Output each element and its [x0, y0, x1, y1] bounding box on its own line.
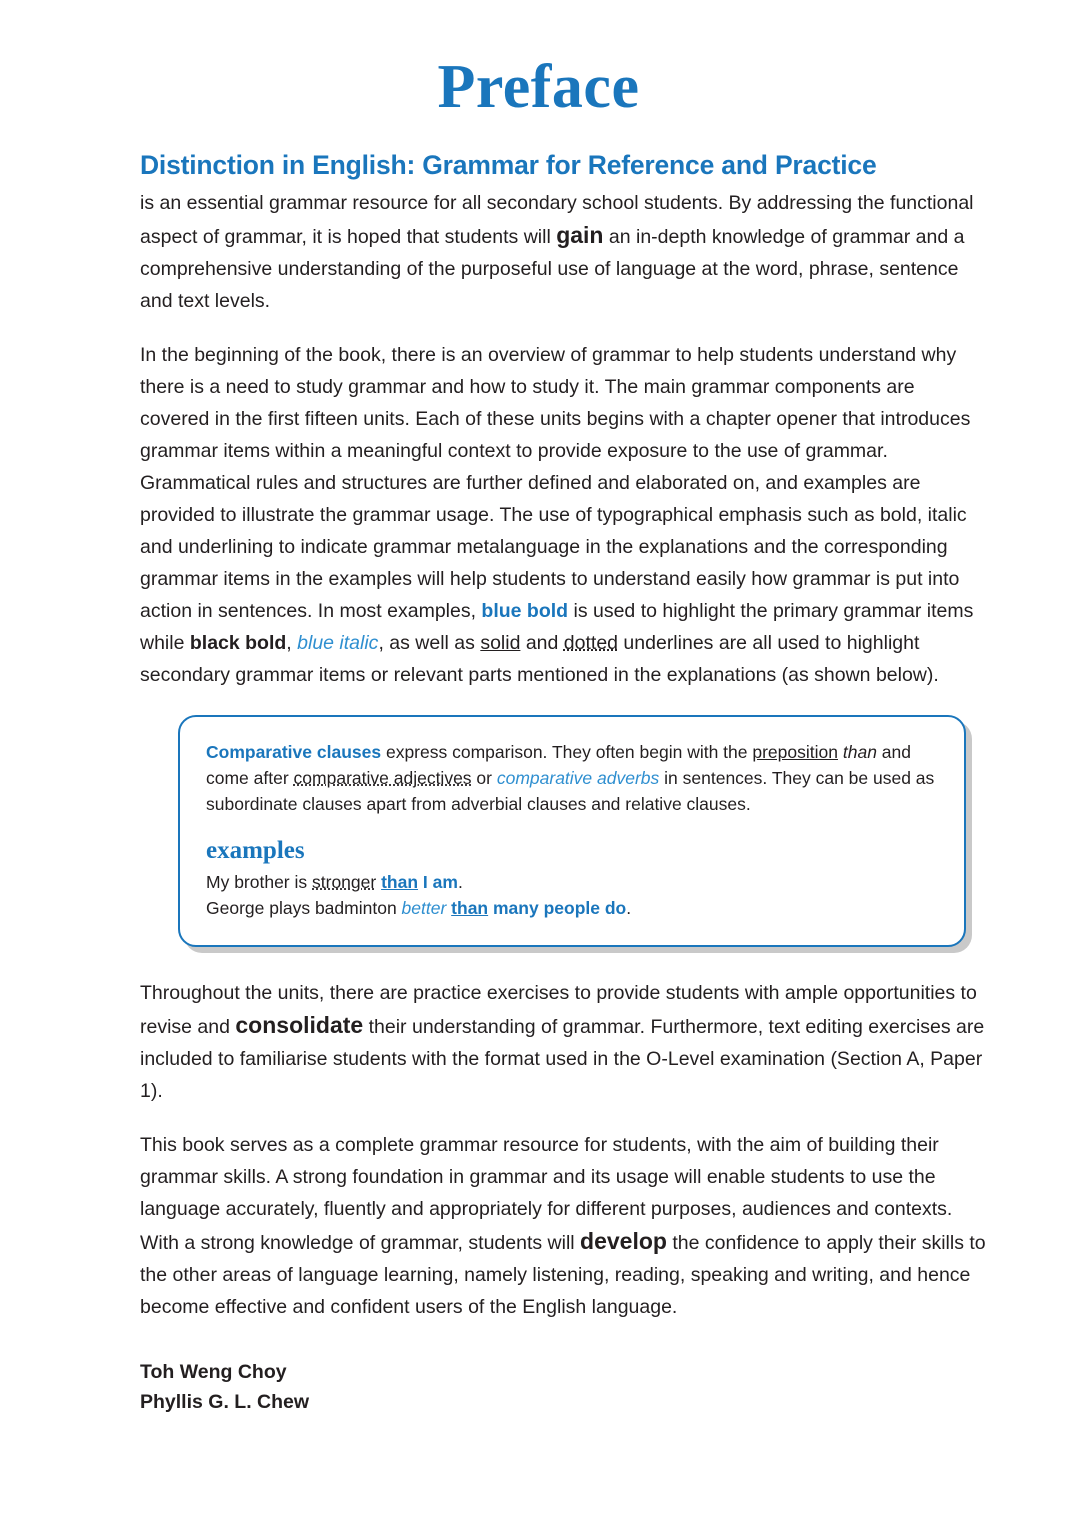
definition-part5: in sentences. They can be used as subordinate clauses apart from adverbial clauses and relative clauses.: [206, 768, 935, 814]
paragraph-intro-emphasis: gain: [556, 222, 604, 248]
example1-part1: My brother is: [206, 872, 312, 892]
example1-than: than: [381, 872, 419, 892]
preface-page: [0, 53, 1077, 1530]
definition-comparative-adverbs: comparative adverbs: [496, 768, 660, 788]
examples-label: examples: [206, 837, 305, 864]
definition-preposition: preposition: [752, 742, 838, 762]
definition-than: than: [842, 742, 877, 762]
paragraph-practice-emphasis: consolidate: [235, 1012, 364, 1038]
paragraph-overview-part5: and: [520, 632, 564, 654]
definition-part4: or: [471, 768, 497, 788]
example2-than: than: [451, 898, 489, 918]
author-name-2: Phyllis G. L. Chew: [140, 1391, 310, 1413]
paragraph-conclusion-emphasis: develop: [580, 1228, 667, 1254]
author-name-1: Toh Weng Choy: [140, 1361, 287, 1383]
paragraph-overview-part4: , as well as: [378, 632, 481, 654]
definition-lead: Comparative clauses: [206, 742, 382, 762]
paragraph-overview-part1: In the beginning of the book, there is an overview of grammar to help students understand why there is a need to study grammar and how to study it. The main grammar components are covered in the first fifteen units. Each of these units begins with a chapter opener that introduces grammar items within a meaningful context to provide exposure to the use of grammar. Grammatical rules and structures are further defined and elaborated on, and examples are provided to illustrate the grammar usage. The use of typographical emphasis such as bold, italic and underlining to indicate grammar metalanguage in the explanations and the corresponding grammar items in the examples will help students to understand easily how grammar is put into action in sentences. In most examples,: [140, 344, 971, 622]
book-subtitle: Distinction in English: Grammar for Reference and Practice: [140, 150, 877, 180]
paragraph-practice-part1: Throughout the units, there are practice exercises to provide students with ample opportunities to revise and: [140, 982, 977, 1038]
sample-dotted-underline: dotted: [563, 632, 619, 654]
paragraph-conclusion-part1: This book serves as a complete grammar resource for students, with the aim of building their grammar skills. A strong foundation in grammar and its usage will enable students to use the language accurately, fluently and appropriately for different purposes, audiences and contexts. With a strong knowledge of grammar, students will: [140, 1134, 953, 1254]
example1-part4: .: [457, 872, 463, 892]
paragraph-practice: [140, 977, 989, 1107]
preface-content: [140, 150, 989, 1417]
example1-i-am: I am: [422, 872, 458, 892]
paragraph-overview-part3: ,: [286, 632, 298, 654]
example2-part1: George plays badminton: [206, 898, 402, 918]
paragraph-conclusion: [140, 1129, 989, 1323]
example-box-body: [178, 715, 966, 947]
paragraph-overview: [140, 339, 989, 691]
example2-part4: .: [626, 898, 632, 918]
example-box: [178, 715, 966, 947]
page-title: Preface: [437, 53, 640, 121]
paragraph-intro-part2: an in-depth knowledge of grammar and a comprehensive understanding of the purposeful use of language at the word, phrase, sentence and text levels.: [140, 226, 965, 312]
example2-many-people-do: many people do: [493, 898, 627, 918]
definition-comparative-adjectives: comparative adjectives: [293, 768, 472, 788]
sample-blue-italic: blue italic: [297, 632, 379, 654]
sample-solid-underline: solid: [480, 632, 521, 654]
example-sentence-1: [206, 869, 938, 895]
definition-part3: and come after: [206, 742, 911, 788]
paragraph-overview-part2: is used to highlight the primary grammar items while: [140, 600, 974, 654]
example1-stronger: stronger: [312, 872, 377, 892]
definition-part1: express comparison. They often begin with the: [381, 742, 753, 762]
paragraph-conclusion-part2: the confidence to apply their skills to the other areas of language learning, namely listening, reading, speaking and writing, and hence become effective and confident users of the English language.: [140, 1232, 986, 1318]
sample-black-bold: black bold: [189, 632, 287, 654]
example-sentence-2: [206, 895, 938, 921]
paragraph-overview-part6: underlines are all used to highlight secondary grammar items or relevant parts mentioned in the explanations (as shown below).: [140, 632, 939, 686]
author-signature: [140, 1357, 989, 1417]
sample-blue-bold: blue bold: [481, 600, 569, 622]
example2-better: better: [401, 898, 447, 918]
paragraph-intro: [140, 187, 989, 317]
example-box-definition: [206, 739, 938, 817]
paragraph-intro-part1: is an essential grammar resource for all secondary school students. By addressing the functional aspect of grammar, it is hoped that students will: [140, 192, 974, 248]
paragraph-practice-part2: their understanding of grammar. Furthermore, text editing exercises are included to familiarise students with the format used in the O-Level examination (Section A, Paper 1).: [140, 1016, 985, 1102]
